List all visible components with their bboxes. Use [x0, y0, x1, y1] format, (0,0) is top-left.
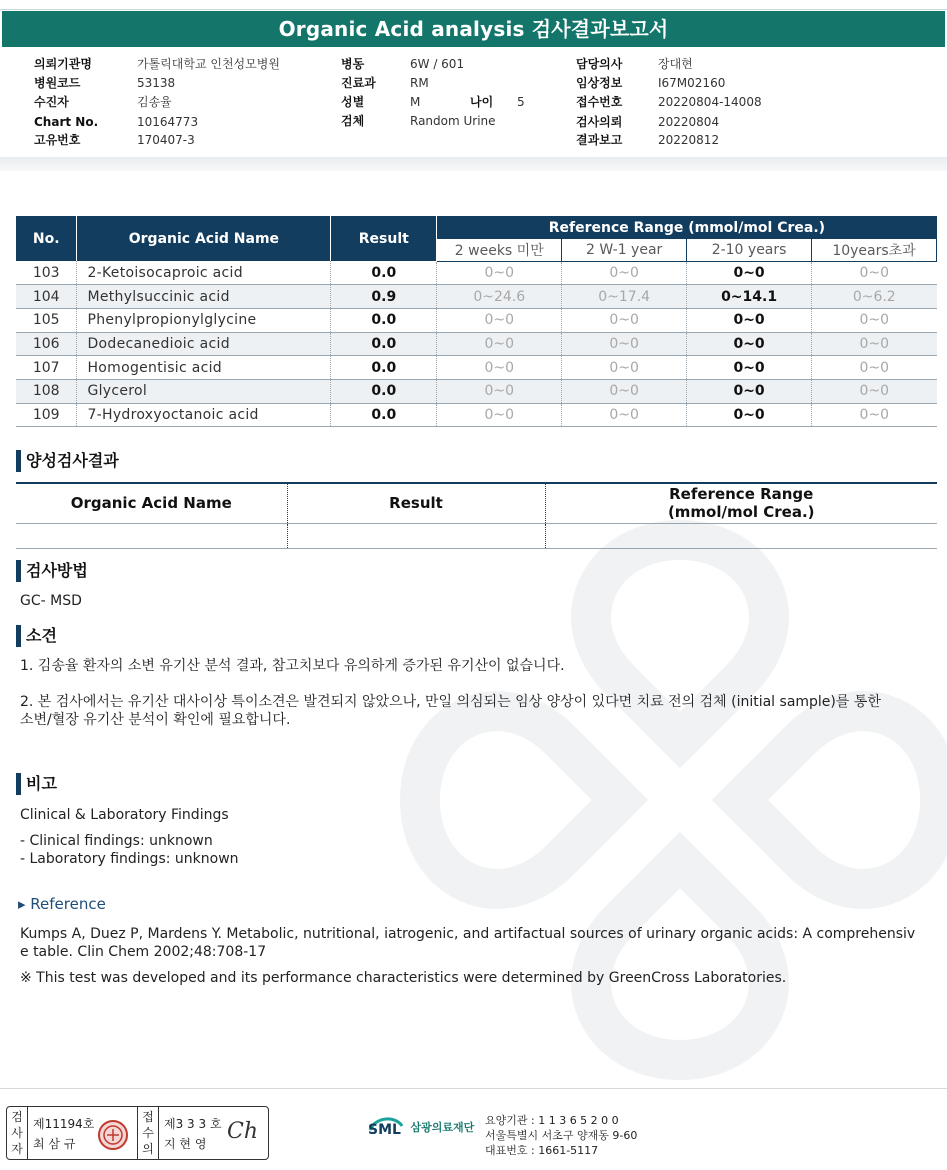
row-name: Dodecanedioic acid	[77, 332, 331, 356]
organization-logo	[366, 1112, 474, 1142]
row-ref-1: 0~0	[437, 356, 562, 380]
table-row	[16, 403, 937, 427]
row-ref-1: 0~0	[437, 261, 562, 285]
unique-no-value: 170407-3	[137, 133, 195, 147]
row-no: 108	[16, 379, 77, 403]
hospital-code-label: 병원코드	[34, 76, 81, 90]
examinee-label: 수진자	[34, 95, 69, 109]
row-result: 0.0	[331, 332, 437, 356]
row-ref-3: 0~0	[687, 261, 812, 285]
row-ref-1: 0~0	[437, 332, 562, 356]
row-ref-3: 0~0	[687, 356, 812, 380]
row-ref-2: 0~0	[562, 379, 687, 403]
result-date-value: 20220812	[658, 133, 720, 147]
row-name: Methylsuccinic acid	[77, 285, 331, 309]
sex-label: 성별	[341, 95, 365, 109]
row-ref-3: 0~0	[687, 403, 812, 427]
sex-value: M	[410, 95, 421, 109]
row-ref-2: 0~0	[562, 356, 687, 380]
row-result: 0.0	[331, 356, 437, 380]
row-ref-1: 0~0	[437, 403, 562, 427]
col-result-header: Result	[331, 216, 437, 261]
row-ref-4: 0~0	[812, 403, 937, 427]
watermark-logo-icon	[380, 500, 947, 1100]
row-ref-2: 0~0	[562, 261, 687, 285]
signature-box	[6, 1106, 269, 1160]
patient-info	[0, 52, 947, 152]
org-logo-text: SML	[368, 1122, 401, 1138]
row-result: 0.0	[331, 379, 437, 403]
opinion-line-1: 1. 김송율 환자의 소변 유기산 분석 결과, 참고치보다 유의하게 증가된 유기산이 없습니다.	[20, 658, 565, 674]
table-row	[16, 261, 937, 285]
row-ref-3: 0~14.1	[687, 285, 812, 309]
hospital-code-value: 53138	[137, 76, 176, 90]
row-name: Phenylpropionylglycine	[77, 308, 331, 332]
footer-divider	[0, 1088, 947, 1089]
clinical-info-label: 임상정보	[576, 76, 623, 90]
top-strip	[0, 0, 947, 10]
row-no: 103	[16, 261, 77, 285]
table-row	[16, 356, 937, 380]
row-no: 107	[16, 356, 77, 380]
receiver-license: 제3 3 3 호	[164, 1117, 222, 1131]
pos-col-reference-line2: (mmol/mol Crea.)	[667, 503, 815, 522]
row-ref-2: 0~0	[562, 332, 687, 356]
col-ref-2-10y: 2-10 years	[687, 239, 812, 261]
row-no: 109	[16, 403, 77, 427]
row-ref-1: 0~0	[437, 308, 562, 332]
organization-info	[485, 1113, 637, 1158]
doctor-value: 장대현	[658, 57, 693, 71]
specimen-value: Random Urine	[410, 114, 496, 128]
table-row	[16, 332, 937, 356]
chart-no-label: Chart No.	[34, 115, 99, 129]
row-ref-4: 0~0	[812, 308, 937, 332]
pos-col-name: Organic Acid Name	[16, 483, 287, 523]
institution-value: 가톨릭대학교 인천성모병원	[137, 57, 280, 71]
doctor-label: 담당의사	[576, 57, 623, 71]
opinion-heading: 소견	[16, 625, 57, 647]
row-no: 106	[16, 332, 77, 356]
row-ref-1: 0~24.6	[437, 285, 562, 309]
inspector-name: 최 삼 규	[33, 1137, 76, 1151]
row-ref-2: 0~0	[562, 308, 687, 332]
organic-acid-table	[16, 216, 937, 427]
row-name: 2-Ketoisocaproic acid	[77, 261, 331, 285]
row-name: 7-Hydroxyoctanoic acid	[77, 403, 331, 427]
request-date-value: 20220804	[658, 115, 720, 129]
signature: Ch	[227, 1119, 259, 1144]
examinee-value: 김송율	[137, 95, 172, 109]
table-row	[16, 523, 937, 548]
row-ref-4: 0~6.2	[812, 285, 937, 309]
row-result: 0.0	[331, 308, 437, 332]
col-ref-over-10y: 10years초과	[812, 239, 937, 261]
table-row	[16, 308, 937, 332]
row-ref-1: 0~0	[437, 379, 562, 403]
seal-stamp-icon	[97, 1119, 129, 1151]
receiver-label: 접수의	[142, 1110, 154, 1156]
row-ref-2: 0~0	[562, 403, 687, 427]
row-ref-4: 0~0	[812, 261, 937, 285]
receiver-name: 지 현 영	[164, 1137, 207, 1151]
table-row	[16, 379, 937, 403]
org-phone: 대표번호 : 1661-5117	[485, 1144, 599, 1157]
org-address: 서울특별시 서초구 양재동 9-60	[485, 1129, 638, 1142]
col-name-header: Organic Acid Name	[77, 216, 331, 261]
row-ref-3: 0~0	[687, 308, 812, 332]
request-date-label: 검사의뢰	[576, 115, 623, 129]
row-ref-4: 0~0	[812, 356, 937, 380]
age-label: 나이	[470, 95, 494, 109]
developed-note: ※ This test was developed and its performance characteristics were determined by GreenCross Laboratories.	[20, 970, 787, 986]
method-text: GC- MSD	[20, 593, 82, 609]
col-ref-under-2w: 2 weeks 미만	[437, 239, 562, 261]
ward-value: 6W / 601	[410, 57, 465, 71]
pos-col-result: Result	[287, 483, 545, 523]
org-name: 삼광의료재단	[410, 1121, 475, 1134]
col-no-header: No.	[16, 216, 77, 261]
clinical-findings: - Clinical findings: unknown	[20, 833, 213, 849]
col-reference-header: Reference Range (mmol/mol Crea.)	[437, 216, 937, 239]
inspector-label: 검사자	[11, 1110, 23, 1156]
age-value: 5	[517, 95, 525, 109]
remarks-title: Clinical & Laboratory Findings	[20, 807, 229, 823]
reference-label: ▸ Reference	[18, 895, 106, 913]
row-ref-3: 0~0	[687, 332, 812, 356]
table-row	[16, 285, 937, 309]
remarks-heading: 비고	[16, 773, 57, 795]
row-ref-4: 0~0	[812, 332, 937, 356]
reference-citation-line2: e table. Clin Chem 2002;48:708-17	[20, 944, 267, 960]
dept-label: 진료과	[341, 76, 376, 90]
dept-value: RM	[410, 76, 429, 90]
row-name: Homogentisic acid	[77, 356, 331, 380]
separator-band	[0, 157, 947, 171]
inspector-license: 제11194호	[33, 1117, 95, 1131]
row-ref-4: 0~0	[812, 379, 937, 403]
ward-label: 병동	[341, 57, 365, 71]
method-heading: 검사방법	[16, 560, 88, 582]
row-no: 105	[16, 308, 77, 332]
receipt-no-label: 접수번호	[576, 95, 623, 109]
report-title: Organic Acid analysis 검사결과보고서	[2, 11, 945, 47]
row-no: 104	[16, 285, 77, 309]
positive-result-table	[16, 482, 937, 549]
col-ref-2w-1y: 2 W-1 year	[562, 239, 687, 261]
opinion-line-2: 2. 본 검사에서는 유기산 대사이상 특이소견은 발견되지 않았으나, 만일 의심되는 임상 양상이 있다면 치료 전의 검체 (initial sample)를 통한	[20, 694, 881, 710]
opinion-line-3: 소변/혈장 유기산 분석이 확인에 필요합니다.	[20, 712, 291, 728]
row-ref-2: 0~17.4	[562, 285, 687, 309]
unique-no-label: 고유번호	[34, 133, 81, 147]
result-date-label: 결과보고	[576, 133, 623, 147]
pos-col-reference	[545, 483, 937, 523]
row-result: 0.0	[331, 403, 437, 427]
positive-heading: 양성검사결과	[16, 450, 119, 472]
row-ref-3: 0~0	[687, 379, 812, 403]
laboratory-findings: - Laboratory findings: unknown	[20, 851, 239, 867]
clinical-info-value: I67M02160	[658, 76, 726, 90]
chart-no-value: 10164773	[137, 115, 199, 129]
row-name: Glycerol	[77, 379, 331, 403]
pos-col-reference-line1: Reference Range	[669, 485, 814, 504]
institution-label: 의뢰기관명	[34, 57, 92, 71]
specimen-label: 검체	[341, 114, 365, 128]
reference-citation-line1: Kumps A, Duez P, Mardens Y. Metabolic, nutritional, iatrogenic, and artifactual sources of urinary organic acids: A comprehensiv	[20, 926, 916, 942]
row-result: 0.9	[331, 285, 437, 309]
receipt-no-value: 20220804-14008	[658, 95, 762, 109]
row-result: 0.0	[331, 261, 437, 285]
care-code: 요양기관 : 1 1 3 6 5 2 0 0	[485, 1114, 619, 1127]
